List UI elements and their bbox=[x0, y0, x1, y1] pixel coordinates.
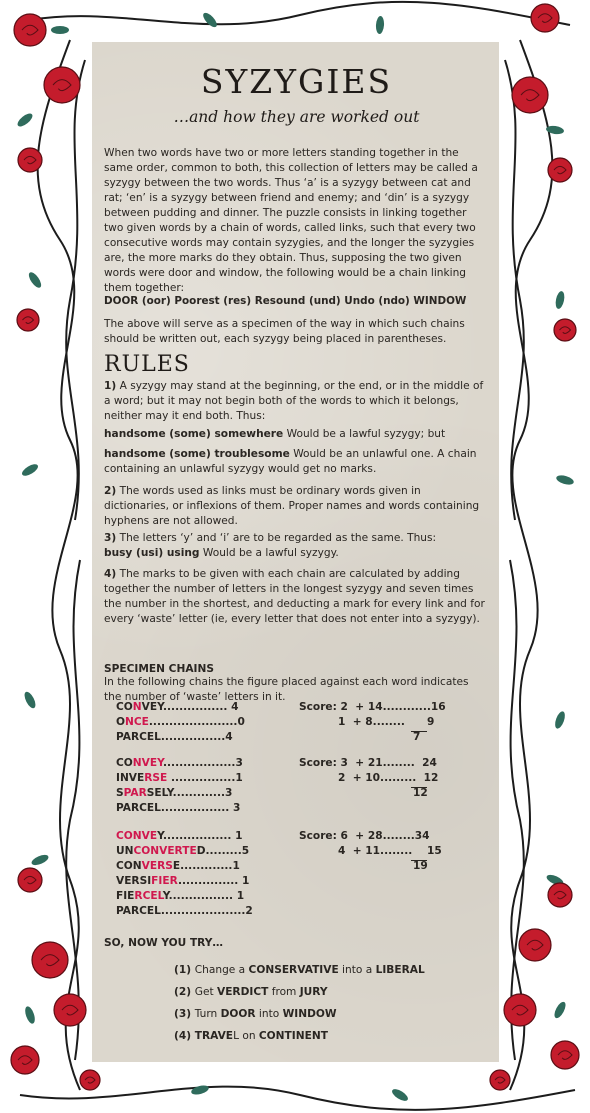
rose-icon bbox=[548, 158, 572, 182]
rose-icon bbox=[531, 4, 559, 32]
try-item-d: JURY bbox=[299, 986, 328, 998]
score-line: Score: 6 + 28........34 bbox=[299, 830, 430, 842]
chain-word-syzygy: CONVE bbox=[116, 830, 158, 842]
try-item-num: (2) bbox=[174, 986, 195, 998]
chain-word bbox=[116, 801, 240, 816]
try-item-b: CONSERVATIVE bbox=[248, 964, 339, 976]
page-subtitle: …and how they are worked out bbox=[173, 108, 420, 126]
score-line: Score: 2 + 14............16 bbox=[299, 701, 446, 713]
rose-icon bbox=[548, 883, 572, 907]
chain-word-syzygy: CONVERTE bbox=[133, 845, 197, 857]
rule-4 bbox=[104, 567, 489, 627]
chain-word bbox=[116, 904, 253, 919]
try-item-num: (4) bbox=[174, 1030, 195, 1042]
try-item-num: (1) bbox=[174, 964, 195, 976]
chain-word bbox=[116, 715, 245, 730]
chain-word-prefix: FIE bbox=[116, 890, 135, 902]
rule-1-example-lawful-words: handsome (some) somewhere bbox=[104, 428, 284, 440]
try-item-d: CONTINENT bbox=[258, 1030, 328, 1042]
try-item bbox=[174, 1029, 328, 1044]
chain-word-rest: ............... 1 bbox=[177, 875, 250, 887]
score-total: 19 bbox=[413, 860, 428, 872]
rose-icon bbox=[14, 14, 46, 46]
chain-word-syzygy: RCEL bbox=[134, 890, 163, 902]
leaf-icon bbox=[15, 111, 34, 129]
rule-1-example-lawful bbox=[104, 427, 489, 442]
chain-word-prefix: INVE bbox=[116, 772, 145, 784]
chain-word-prefix: CO bbox=[116, 701, 133, 713]
specimen-note: The above will serve as a specimen of the way in which such chains should be written out, each syzygy being placed in parentheses. bbox=[104, 318, 465, 345]
leaf-icon bbox=[20, 462, 40, 478]
rose-icon bbox=[519, 929, 551, 961]
chain-word-syzygy: FIER bbox=[151, 875, 178, 887]
chain-word-rest: ................1 bbox=[167, 772, 243, 784]
chain-word-prefix: O bbox=[116, 716, 126, 728]
score-total: 12 bbox=[413, 787, 428, 799]
chain-word-rest: E.............1 bbox=[172, 860, 240, 872]
rose-icon bbox=[18, 868, 42, 892]
chain-word bbox=[116, 829, 242, 844]
example-chain: DOOR (oor) Poorest (res) Resound (und) Undo (ndo) WINDOW bbox=[104, 295, 467, 307]
chain-word bbox=[116, 859, 240, 874]
chain-word-prefix: UN bbox=[116, 845, 134, 857]
chain-word-prefix: S bbox=[116, 787, 124, 799]
try-item-b: VERDICT bbox=[217, 986, 269, 998]
rule-1-example-unlawful-text: Would be an unlawful one. A chain containing an unlawful syzygy would get no marks. bbox=[104, 448, 477, 475]
leaf-icon bbox=[555, 474, 575, 487]
chain-word-rest: PARCEL................. 3 bbox=[116, 802, 241, 814]
thorny-vine bbox=[66, 60, 85, 520]
try-item bbox=[174, 985, 328, 1000]
chain-word-rest: D.........5 bbox=[196, 845, 250, 857]
try-item-c: from bbox=[268, 986, 300, 998]
parchment-panel bbox=[92, 42, 499, 1062]
leaf-icon bbox=[190, 1084, 209, 1096]
try-item bbox=[174, 1007, 337, 1022]
rule-4-text: The marks to be given with each chain are calculated by adding together the number of letters in the longest syzygy and seven times the number in the shortest, and deducting a mark for every link and for every ‘waste’ letter (ie, every letter that does not enter into a syzygy). bbox=[104, 568, 485, 625]
rose-icon bbox=[44, 67, 80, 103]
leaf-icon bbox=[27, 270, 44, 289]
score-total: 7 bbox=[413, 731, 421, 743]
chain-word-rest: ......................0 bbox=[148, 716, 245, 728]
try-item-b: DOOR bbox=[220, 1008, 256, 1020]
try-item-c: L on bbox=[233, 1030, 259, 1042]
leaf-icon bbox=[201, 11, 219, 30]
thorny-vine bbox=[510, 560, 524, 1060]
chain-word-syzygy: N bbox=[132, 701, 142, 713]
thorny-vine bbox=[66, 560, 80, 1060]
chain-word bbox=[116, 756, 243, 771]
score-line: Score: 3 + 21........ 24 bbox=[299, 757, 437, 769]
chain-word-syzygy: RSE bbox=[144, 772, 168, 784]
chain-word-syzygy: NVEY bbox=[132, 757, 163, 769]
chain-word-syzygy: PAR bbox=[123, 787, 147, 799]
try-item-b: TRAVE bbox=[194, 1030, 234, 1042]
try-item-num: (3) bbox=[174, 1008, 195, 1020]
chain-word-rest: PARCEL.....................2 bbox=[116, 905, 253, 917]
chain-word-prefix: CON bbox=[116, 860, 142, 872]
chain-word-syzygy: VERS bbox=[141, 860, 173, 872]
leaf-icon bbox=[554, 290, 566, 309]
score-line: 4 + 11........ 15 bbox=[338, 845, 442, 857]
rose-icon bbox=[551, 1041, 579, 1069]
leaf-icon bbox=[30, 853, 50, 867]
leaf-icon bbox=[390, 1087, 410, 1103]
thorny-vine bbox=[38, 40, 80, 1090]
rose-icon bbox=[11, 1046, 39, 1074]
chain-word-rest: PARCEL................4 bbox=[116, 731, 233, 743]
rules-heading: RULES bbox=[104, 352, 190, 377]
chain-word bbox=[116, 889, 244, 904]
try-item-a: Turn bbox=[194, 1008, 221, 1020]
chain-word-prefix: CO bbox=[116, 757, 133, 769]
try-heading: SO, NOW YOU TRY… bbox=[104, 937, 224, 949]
chain-word bbox=[116, 730, 233, 745]
chain-word bbox=[116, 786, 232, 801]
chain-word bbox=[116, 874, 249, 889]
rule-3-example-words: busy (usi) using bbox=[104, 547, 200, 559]
chain-word-syzygy: NCE bbox=[125, 716, 149, 728]
chain-word-rest: Y................ 1 bbox=[162, 890, 245, 902]
rule-3-number: 3) bbox=[104, 532, 117, 544]
rule-1-text: A syzygy may stand at the beginning, or the end, or in the middle of a word; but it may not begin both of the words to which it belongs, neither may it end both. Thus: bbox=[104, 380, 484, 422]
try-item-d: LIBERAL bbox=[375, 964, 425, 976]
thorny-vine bbox=[30, 2, 570, 25]
rule-3 bbox=[104, 531, 489, 561]
rose-icon bbox=[80, 1070, 100, 1090]
rose-icon bbox=[512, 77, 548, 113]
try-item-a: Change a bbox=[194, 964, 249, 976]
leaf-icon bbox=[51, 26, 69, 34]
try-item-c: into a bbox=[338, 964, 376, 976]
rose-icon bbox=[54, 994, 86, 1026]
rose-icon bbox=[17, 309, 39, 331]
rule-3-text: The letters ‘y’ and ‘i’ are to be regarded as the same. Thus: bbox=[119, 532, 437, 544]
leaf-icon bbox=[553, 710, 567, 730]
leaf-icon bbox=[23, 1005, 36, 1025]
rule-2-number: 2) bbox=[104, 485, 117, 497]
chain-word bbox=[116, 700, 238, 715]
rule-2-text: The words used as links must be ordinary words given in dictionaries, or inflexions of them. Proper names and words containing hyphens are not allowed. bbox=[104, 485, 480, 527]
rule-1-number: 1) bbox=[104, 380, 117, 392]
leaf-icon bbox=[375, 16, 384, 35]
rose-icon bbox=[18, 148, 42, 172]
chain-word-rest: ..................3 bbox=[163, 757, 243, 769]
leaf-icon bbox=[22, 690, 37, 710]
rose-icon bbox=[32, 942, 68, 978]
try-item-a: Get bbox=[194, 986, 217, 998]
rule-1-example-unlawful bbox=[104, 447, 489, 477]
rule-1-example-unlawful-words: handsome (some) troublesome bbox=[104, 448, 290, 460]
try-item-d: WINDOW bbox=[282, 1008, 337, 1020]
thorny-vine bbox=[505, 60, 524, 520]
try-item bbox=[174, 963, 425, 978]
rule-3-example-text: Would be a lawful syzygy. bbox=[202, 547, 339, 559]
score-line: 2 + 10......... 12 bbox=[338, 772, 439, 784]
specimen-text: In the following chains the figure placed against each word indicates the number of ‘waste’ letters in it. bbox=[104, 676, 469, 703]
intro-paragraph: When two words have two or more letters standing together in the same order, common to both, this collection of letters may be called a syzygy between the two words. Thus ‘a’ is a syzygy between cat and rat; ‘en’ is a syzygy between friend and enemy; and ‘din’ is a syzygy between pudding and dinner. The puzzle consists in linking together two given words by a chain of words, called links, such that every two consecutive words may contain syzygies, and the longer the syzygies are, the more marks do they obtain. Thus, supposing the two given words were door and window, the following would be a chain linking them together: bbox=[104, 147, 478, 294]
rose-icon bbox=[554, 319, 576, 341]
chain-word bbox=[116, 771, 243, 786]
chain-word-rest: Y................. 1 bbox=[157, 830, 243, 842]
rose-icon bbox=[504, 994, 536, 1026]
rose-icon bbox=[490, 1070, 510, 1090]
chain-word-rest: SELY.............3 bbox=[146, 787, 233, 799]
thorny-vine bbox=[20, 1087, 575, 1110]
rule-1 bbox=[104, 379, 489, 424]
rule-2 bbox=[104, 484, 489, 529]
rule-1-example-lawful-text: Would be a lawful syzygy; but bbox=[286, 428, 446, 440]
page-title: SYZYGIES bbox=[200, 62, 393, 101]
chain-word bbox=[116, 844, 249, 859]
score-line: 1 + 8........ 9 bbox=[338, 716, 435, 728]
try-item-c: into bbox=[255, 1008, 283, 1020]
chain-word-prefix: VERSI bbox=[116, 875, 152, 887]
chain-word-rest: VEY................ 4 bbox=[141, 701, 239, 713]
leaf-icon bbox=[552, 1000, 568, 1020]
specimen-heading: SPECIMEN CHAINS bbox=[104, 663, 214, 675]
rule-4-number: 4) bbox=[104, 568, 117, 580]
